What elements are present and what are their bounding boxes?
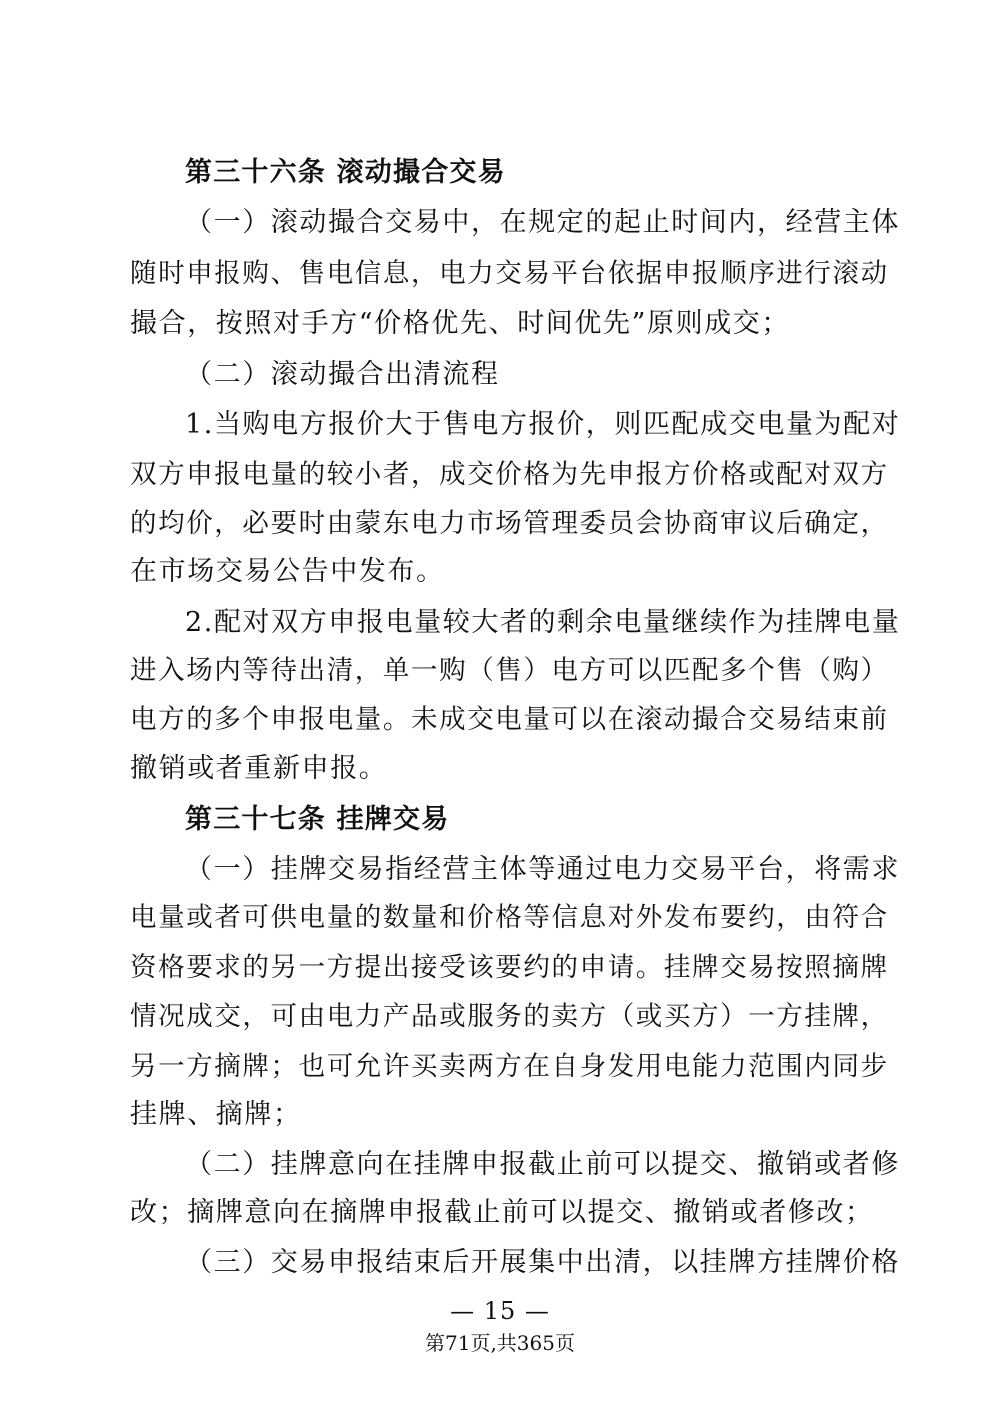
paragraph-line: 在市场交易公告中发布。 xyxy=(130,556,445,587)
paragraph-line: （一）挂牌交易指经营主体等通过电力交易平台，将需求 xyxy=(185,854,900,885)
paragraph-line: 进入场内等待出清，单一购（售）电方可以匹配多个售（购） xyxy=(130,655,889,686)
page-count: 第71页,共365页 xyxy=(425,1331,575,1355)
paragraph-line: 2.配对双方申报电量较大者的剩余电量继续作为挂牌电量 xyxy=(185,607,901,638)
paragraph-line: 随时申报购、售电信息，电力交易平台依据申报顺序进行滚动 xyxy=(130,258,889,289)
paragraph-line: 的均价，必要时由蒙东电力市场管理委员会协商审议后确定， xyxy=(130,508,889,539)
paragraph-line: 改；摘牌意向在摘牌申报截止前可以提交、撤销或者修改； xyxy=(130,1197,874,1228)
paragraph-line: 挂牌、摘牌； xyxy=(130,1099,302,1130)
paragraph-line: 撮合，按照对手方“价格优先、时间优先”原则成交； xyxy=(130,308,791,339)
paragraph-line: （一）滚动撮合交易中，在规定的起止时间内，经营主体 xyxy=(185,207,900,238)
article-36-heading: 第三十六条 滚动撮合交易 xyxy=(185,157,506,188)
paragraph-line: （二）滚动撮合出清流程 xyxy=(185,359,500,390)
paragraph-line: 电量或者可供电量的数量和价格等信息对外发布要约，由符合 xyxy=(130,902,889,933)
paragraph-line: 情况成交，可由电力产品或服务的卖方（或买方）一方挂牌， xyxy=(130,1001,889,1032)
paragraph-line: 资格要求的另一方提出接受该要约的申请。挂牌交易按照摘牌 xyxy=(130,952,889,983)
paragraph-line: 1.当购电方报价大于售电方报价，则匹配成交电量为配对 xyxy=(185,409,901,440)
article-37-heading: 第三十七条 挂牌交易 xyxy=(185,804,450,835)
paragraph-line: （三）交易申报结束后开展集中出清，以挂牌方挂牌价格 xyxy=(185,1247,900,1278)
paragraph-line: 双方申报电量的较小者，成交价格为先申报方价格或配对双方 xyxy=(130,459,889,490)
page-number: — 15 — xyxy=(450,1297,550,1325)
paragraph-line: （二）挂牌意向在挂牌申报截止前可以提交、撤销或者修 xyxy=(185,1149,900,1180)
paragraph-line: 撤销或者重新申报。 xyxy=(130,753,388,784)
paragraph-line: 电方的多个申报电量。未成交电量可以在滚动撮合交易结束前 xyxy=(130,704,889,735)
paragraph-line: 另一方摘牌；也可允许买卖两方在自身发用电能力范围内同步 xyxy=(130,1051,889,1082)
